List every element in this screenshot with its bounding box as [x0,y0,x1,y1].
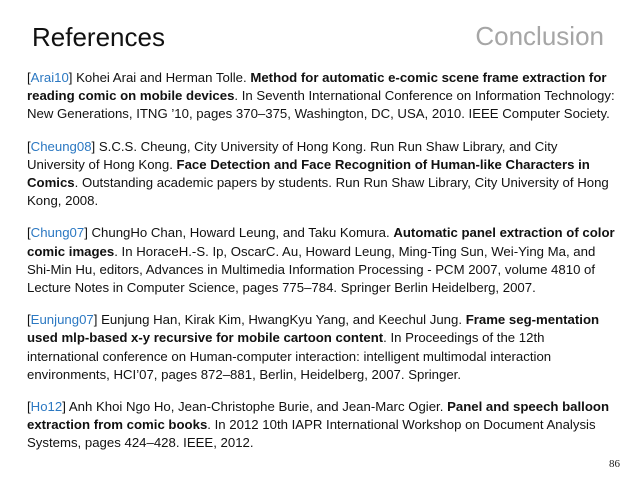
reference-details: . In Seventh International Conference on Information Technology: New Generations, ITNG ’10, pages 370–375, Washington, DC, USA, 2010. IEEE Computer Society. [27,88,615,122]
reference-title: Method for automatic e-comic scene frame extraction for reading comic on mobile devices [27,70,607,104]
slide-title: References [32,22,165,52]
citation-key[interactable]: Ho12 [30,399,63,415]
reference-item: [Arai10] Kohei Arai and Herman Tolle. Method for automatic e-comic scene frame extraction for reading comic on mobile devices. In Seventh International Conference on Information Technology: New Generations, ITNG ’10, pages 370–375, Washington, DC, USA, 2010. IEEE Computer Society. [27,70,615,122]
citation-key[interactable]: Arai10 [30,70,69,85]
section-label: Conclusion [475,21,604,51]
reference-item: [Ho12] Anh Khoi Ngo Ho, Jean-Christophe Burie, and Jean-Marc Ogier. Panel and speech balloon extraction from comic books. In 2012 10th IAPR International Workshop on Document Analysis Systems, pages 424–428. IEEE, 2012. [27,399,610,451]
page-number: 86 [609,458,620,470]
reference-details: . In Proceedings of the 12th international conference on Human-computer interaction: intelligent multimodal interaction environments, HCI’07, pages 872–881, Berlin, Heidelberg, 2007. Springer. [27,330,552,382]
citation-key[interactable]: Chung07 [30,225,85,241]
reference-details: . In HoraceH.-S. Ip, OscarC. Au, Howard Leung, Ming-Ting Sun, Wei-Ying Ma, and Shi-Min Hu, editors, Advances in Multimedia Information Processing - PCM 2007, volume 4810 of Lecture Notes in Computer Science, pages 775–784. Springer Berlin Heidelberg, 2007. [27,243,596,296]
reference-authors: Anh Khoi Ngo Ho, Jean-Christophe Burie, and Jean-Marc Ogier. [68,399,444,415]
citation-key[interactable]: Cheung08 [30,138,92,154]
reference-details: . In 2012 10th IAPR International Workshop on Document Analysis Systems, pages 424–428. IEEE, 2012. [27,417,596,451]
reference-authors: S.C.S. Cheung, City University of Hong Kong. Run Run Shaw Library, and City University of Hong Kong. [27,138,558,172]
reference-title: Face Detection and Face Recognition of Human-like Characters in Comics [27,156,590,191]
reference-title: Automatic panel extraction of color comic images [27,225,615,259]
reference-list [27,69,617,467]
reference-authors: Kohei Arai and Herman Tolle. [76,70,247,85]
reference-item: [Chung07] ChungHo Chan, Howard Leung, and Taku Komura. Automatic panel extraction of color comic images. In HoraceH.-S. Ip, OscarC. Au, Howard Leung, Ming-Ting Sun, Wei-Ying Ma, and Shi-Min Hu, editors, Advances in Multimedia Information Processing - PCM 2007, volume 4810 of Lecture Notes in Computer Science, pages 775–784. Springer Berlin Heidelberg, 2007. [27,225,615,296]
reference-authors: Eunjung Han, Kirak Kim, HwangKyu Yang, and Keechul Jung. [101,312,463,328]
reference-item: [Eunjung07] Eunjung Han, Kirak Kim, HwangKyu Yang, and Keechul Jung. Frame seg-mentation used mlp-based x-y recursive for mobile cartoon content. In Proceedings of the 12th international conference on Human-computer interaction: intelligent multimodal interaction environments, HCI’07, pages 872–881, Berlin, Heidelberg, 2007. Springer. [27,312,600,382]
reference-title: Frame seg-mentation used mlp-based x-y recursive for mobile cartoon content [27,312,600,346]
citation-key[interactable]: Eunjung07 [30,312,94,328]
reference-authors: ChungHo Chan, Howard Leung, and Taku Komura. [91,225,390,241]
reference-details: . Outstanding academic papers by students. Run Run Shaw Library, City University of Hong Kong, 2008. [27,175,609,209]
reference-item: [Cheung08] S.C.S. Cheung, City University of Hong Kong. Run Run Shaw Library, and City University of Hong Kong. Face Detection and Face Recognition of Human-like Characters in Comics. Outstanding academic papers by students. Run Run Shaw Library, City University of Hong Kong, 2008. [27,138,609,209]
reference-title: Panel and speech balloon extraction from comic books [27,399,610,433]
